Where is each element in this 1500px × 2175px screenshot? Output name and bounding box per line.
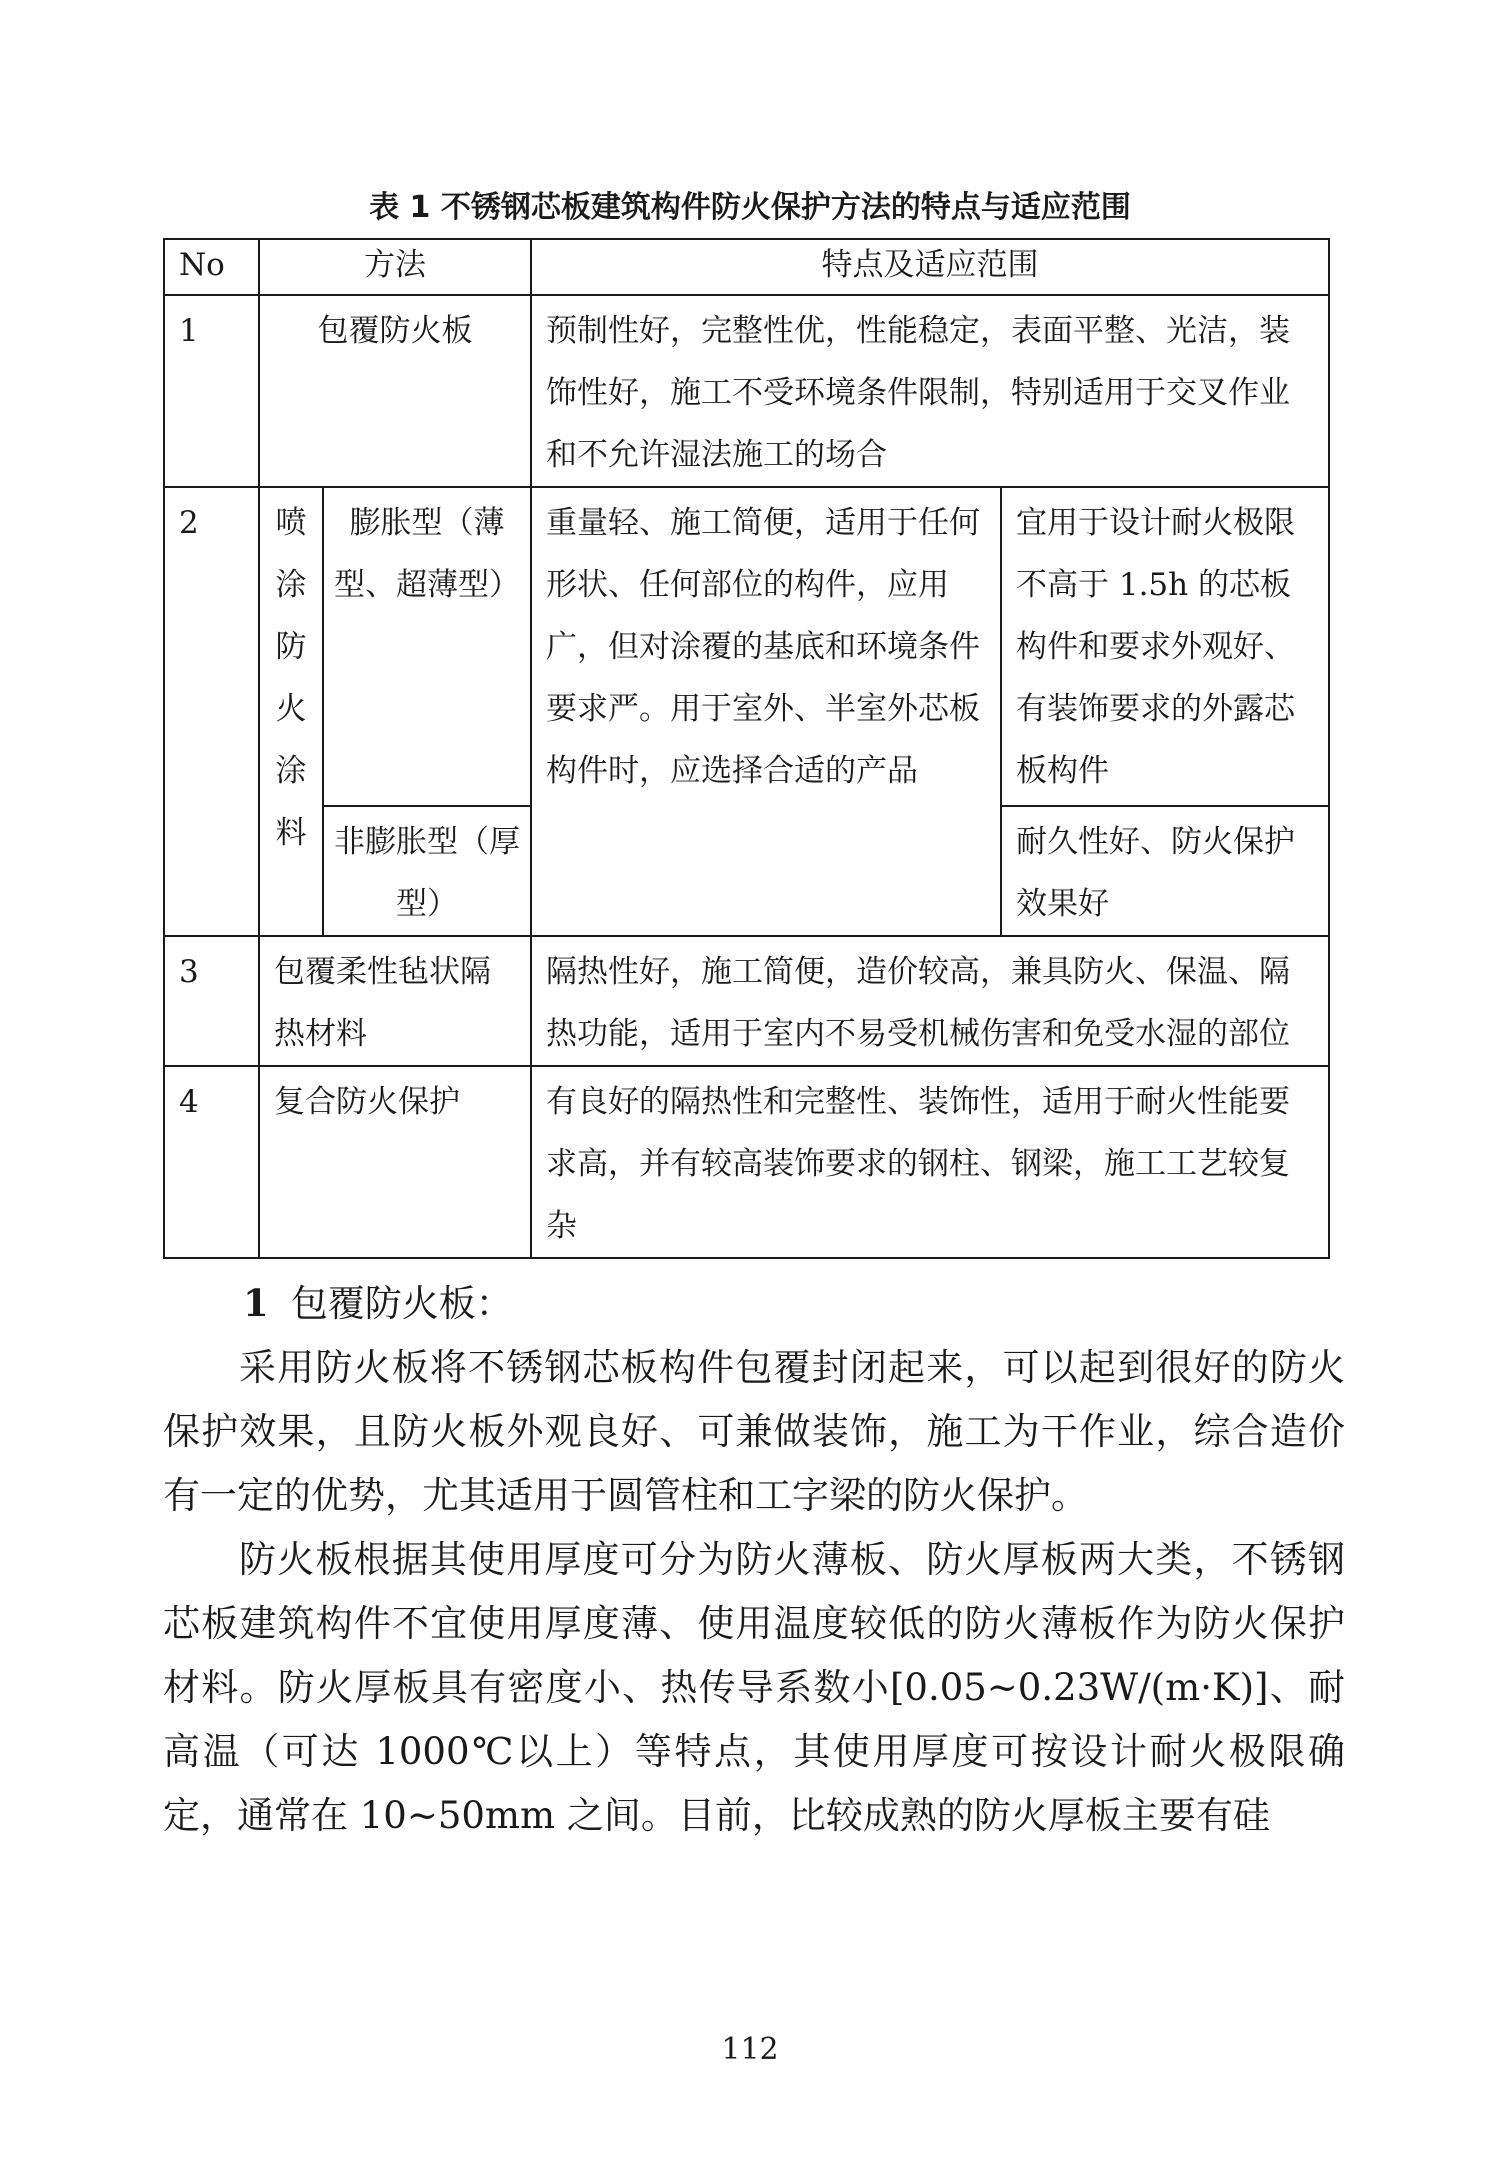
paragraph: 防火板根据其使用厚度可分为防火薄板、防火厚板两大类，不锈钢芯板建筑构件不宜使用厚度薄、使用温度较低的防火薄板作为防火保护材料。防火厚板具有密度小、热传导系数小[0.05~0.23W/(m·K)]、耐高温（可达 1000℃以上）等特点，其使用厚度可按设计耐火极限确定，通常在 10~50mm 之间。目前，比较成熟的防火厚板主要有硅 xyxy=(163,1538,1345,1837)
body-text xyxy=(163,1271,1345,1848)
subtype-non-intumescent: 非膨胀型（厚型） xyxy=(323,806,531,936)
method-char: 喷 xyxy=(275,505,307,541)
fire-protection-table xyxy=(163,238,1330,1259)
row-no: 2 xyxy=(164,487,259,936)
row-method-vertical xyxy=(259,487,323,936)
table-row xyxy=(164,487,1329,806)
row-method: 包覆柔性毡状隔热材料 xyxy=(259,936,531,1066)
subtype-intumescent: 膨胀型（薄型、超薄型） xyxy=(323,487,531,806)
table-row xyxy=(164,295,1329,487)
page-number: 112 xyxy=(721,2032,779,2067)
method-char: 涂 xyxy=(275,567,307,603)
paragraph: 采用防火板将不锈钢芯板构件包覆封闭起来，可以起到很好的防火保护效果，且防火板外观良好、可兼做装饰，施工为干作业，综合造价有一定的优势，尤其适用于圆管柱和工字梁的防火保护。 xyxy=(163,1346,1345,1517)
row-features: 预制性好，完整性优，性能稳定，表面平整、光洁，装饰性好，施工不受环境条件限制，特别适用于交叉作业和不允许湿法施工的场合 xyxy=(531,295,1329,487)
table-row xyxy=(164,936,1329,1066)
row-no: 4 xyxy=(164,1066,259,1258)
subtype-non-intumescent-scope: 耐久性好、防火保护效果好 xyxy=(1001,806,1329,936)
row-method: 复合防火保护 xyxy=(259,1066,531,1258)
section-number: 1 xyxy=(243,1281,269,1325)
table-caption: 表 1 不锈钢芯板建筑构件防火保护方法的特点与适应范围 xyxy=(369,190,1131,225)
row-no: 3 xyxy=(164,936,259,1066)
header-features: 特点及适应范围 xyxy=(531,239,1329,295)
row-features: 有良好的隔热性和完整性、装饰性，适用于耐火性能要求高，并有较高装饰要求的钢柱、钢梁，施工工艺较复杂 xyxy=(531,1066,1329,1258)
method-char: 涂 xyxy=(275,753,307,789)
method-char: 防 xyxy=(275,629,307,665)
row-no: 1 xyxy=(164,295,259,487)
section-title: 包覆防火板： xyxy=(290,1282,513,1325)
header-no: No xyxy=(164,239,259,295)
table-header-row xyxy=(164,239,1329,295)
row-features: 重量轻、施工简便，适用于任何形状、任何部位的构件，应用广，但对涂覆的基底和环境条件要求严。用于室外、半室外芯板构件时，应选择合适的产品 xyxy=(531,487,1001,936)
row-method: 包覆防火板 xyxy=(259,295,531,487)
section-heading xyxy=(163,1271,1345,1336)
method-char: 料 xyxy=(275,815,307,851)
method-char: 火 xyxy=(275,691,307,727)
subtype-intumescent-scope: 宜用于设计耐火极限不高于 1.5h 的芯板构件和要求外观好、有装饰要求的外露芯板构件 xyxy=(1001,487,1329,806)
table-row xyxy=(164,1066,1329,1258)
row-features: 隔热性好，施工简便，造价较高，兼具防火、保温、隔热功能，适用于室内不易受机械伤害和免受水湿的部位 xyxy=(531,936,1329,1066)
header-method: 方法 xyxy=(259,239,531,295)
